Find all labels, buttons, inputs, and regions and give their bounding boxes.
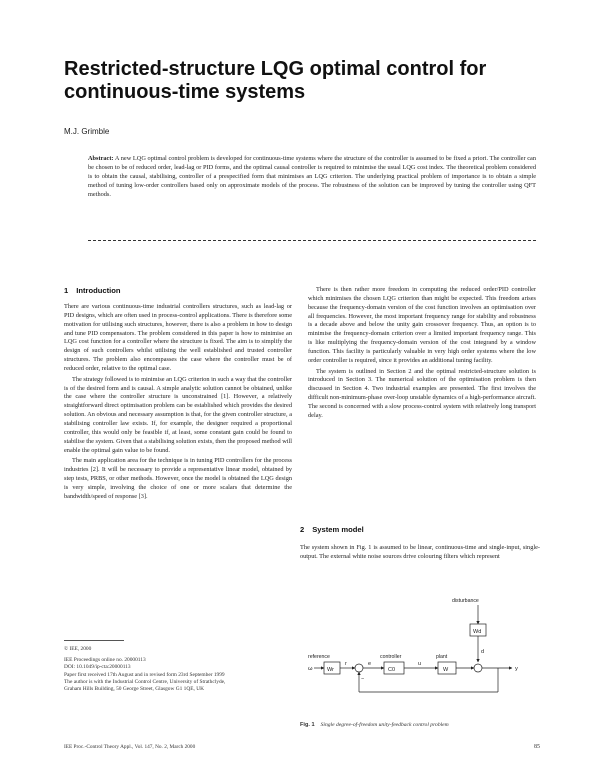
page-number: 85 <box>534 744 540 750</box>
author-name: M.J. Grimble <box>64 127 110 136</box>
section-number: 2 <box>300 525 305 534</box>
block-diagram <box>300 596 540 706</box>
controller-label: controller <box>380 654 402 660</box>
wr-label: Wr <box>327 667 334 673</box>
footnotes <box>64 646 294 693</box>
e-label: e <box>368 661 372 667</box>
footnote-line: Paper first received 17th August and in revised form 23rd September 1999 <box>64 671 225 678</box>
footnote-divider <box>64 640 124 641</box>
abstract-label: Abstract: <box>88 155 114 162</box>
footnote-line: DOI: 10.1049/ip-cta:20000113 <box>64 664 131 671</box>
paragraph: The strategy followed is to minimise an LQG criterion in such a way that the controller is of the desired form and is causal. A simple analytic solution cannot be obtained, unlike the case where the controller structure is unconstrained [1]. However, a relatively straightforward direct optimisation problem can be established which provides the desired solution. An obvious and necessary assumption is that, for the given controller structure, a stabilising controller law exists. If, for example, the designer required a proportional controller, this would only be feasible if, at least, some constant gain could be found to stabilise the system. Given that a stabilising solution exists, then the proposed method will enable the optimal gain value to be found. <box>64 375 292 454</box>
section-title: System model <box>312 525 364 534</box>
journal-citation: IEE Proc.-Control Theory Appl., Vol. 147, No. 2, March 2000 <box>64 744 196 750</box>
paper-title: Restricted-structure LQG optimal control for continuous-time systems <box>64 58 487 103</box>
w-plant-label: W <box>443 667 449 673</box>
summing-junction-reference <box>355 664 363 672</box>
svg-text:−: − <box>361 676 365 682</box>
summing-junction-disturbance <box>474 664 482 672</box>
figure-caption <box>300 722 449 728</box>
section-title: Introduction <box>76 286 121 295</box>
left-column <box>64 303 292 504</box>
footnote-line: Graham Hills Building, 50 George Street, Glasgow G1 1QE, UK <box>64 686 205 693</box>
footnote-line: © IEE, 2000 <box>64 646 92 652</box>
paragraph: The main application area for the technique is in tuning PID controllers for the process industries [2]. It will be necessary to provide a representative linear model, obtained by step tests, PRBS, or other methods. However, once the model is obtained the LQG design is very simple, involving the choice of one or more scalars that determine the bandwidth/speed of response [3]. <box>64 457 292 500</box>
c0-label: C0 <box>388 667 396 673</box>
section-number: 1 <box>64 286 69 295</box>
right-column <box>308 286 536 423</box>
section-heading-introduction <box>64 286 121 295</box>
page-footer <box>64 744 540 750</box>
section-heading-system-model <box>300 525 364 534</box>
abstract <box>88 155 536 200</box>
right-column-bottom <box>300 544 540 564</box>
figure-number: Fig. 1 <box>300 722 315 728</box>
y-label: y <box>515 666 518 672</box>
plant-label: plant <box>436 654 448 660</box>
r-label: r <box>345 661 347 667</box>
paragraph: The system shown in Fig. 1 is assumed to be linear, continuous-time and single-input, single-output. The external white noise sources drive colouring filters which represent <box>300 544 540 560</box>
disturbance-label: disturbance <box>452 598 479 604</box>
d-label: d <box>481 649 485 655</box>
paragraph: There are various continuous-time industrial controllers structures, such as lead-lag or PID designs, which are often used in process-control applications. There is therefore some motivation for utilising such structures, however, there is also a problem in how to design and tune PID compensators. The problem considered in this paper is how to minimise an LQG cost function for a controller where the structure is fixed. The aim is to simplify the design of such controllers whilst utilising the well established and trusted controller structures. The problem also encompasses the case where the controller must be of reduced order, relative to the optimal case. <box>64 303 292 372</box>
figure-caption-text: Single degree-of-freedom unity-feedback control problem <box>320 722 449 728</box>
abstract-divider <box>88 240 536 241</box>
reference-label: reference <box>308 654 330 660</box>
footnote-line: The author is with the Industrial Control Centre, University of Strathclyde, <box>64 678 226 685</box>
wd-label: Wd <box>473 629 482 635</box>
u-label: u <box>418 661 422 667</box>
paragraph: There is then rather more freedom in computing the reduced order/PID controller which minimises the chosen LQG criterion than might be expected. This freedom arises because the frequency-domain version of the cost function involves an optimisation over all frequencies. However, the most important frequency range for stability and robustness is a decade above and below the unity gain crossover frequency. Thus, an option is to minimise the frequency-domain criterion over a limited important frequency range. This is like multiplying the frequency-domain version of the cost integrand by a window function. This facility is particularly valuable in very high order systems where the low order controller is required, since it provides an additional tuning facility. <box>308 286 536 364</box>
paragraph: The system is outlined in Section 2 and the optimal restricted-structure solution is introduced in Section 3. The numerical solution of the optimisation problem is then discussed in Section 4. Two industrial examples are presented. The first involves the difficult non-minimum-phase over-loop unstable dynamics of a high-performance aircraft. The second is concerned with a slow process-control system with relatively long transport delay. <box>308 367 536 419</box>
abstract-text: A new LQG optimal control problem is developed for continuous-time systems where the structure of the controller is assumed to be fixed a priori. The controller can be chosen to be of reduced order, lead-lag or PID forms, and the optimal causal controller is required to minimise the usual LQG cost index. The theoretical problem considered is to obtain the causal, stabilising, controller of a prespecified form that minimises an LQG criterion. The underlying practical problem of importance is to obtain a simple method of tuning low-order controllers based only on approximate models of the process. The robustness of the solution can be improved by tuning the controller using QFT methods. <box>88 155 536 198</box>
footnote-line: IEE Proceedings online no. 20000113 <box>64 657 146 664</box>
omega-label: ω <box>308 666 313 672</box>
